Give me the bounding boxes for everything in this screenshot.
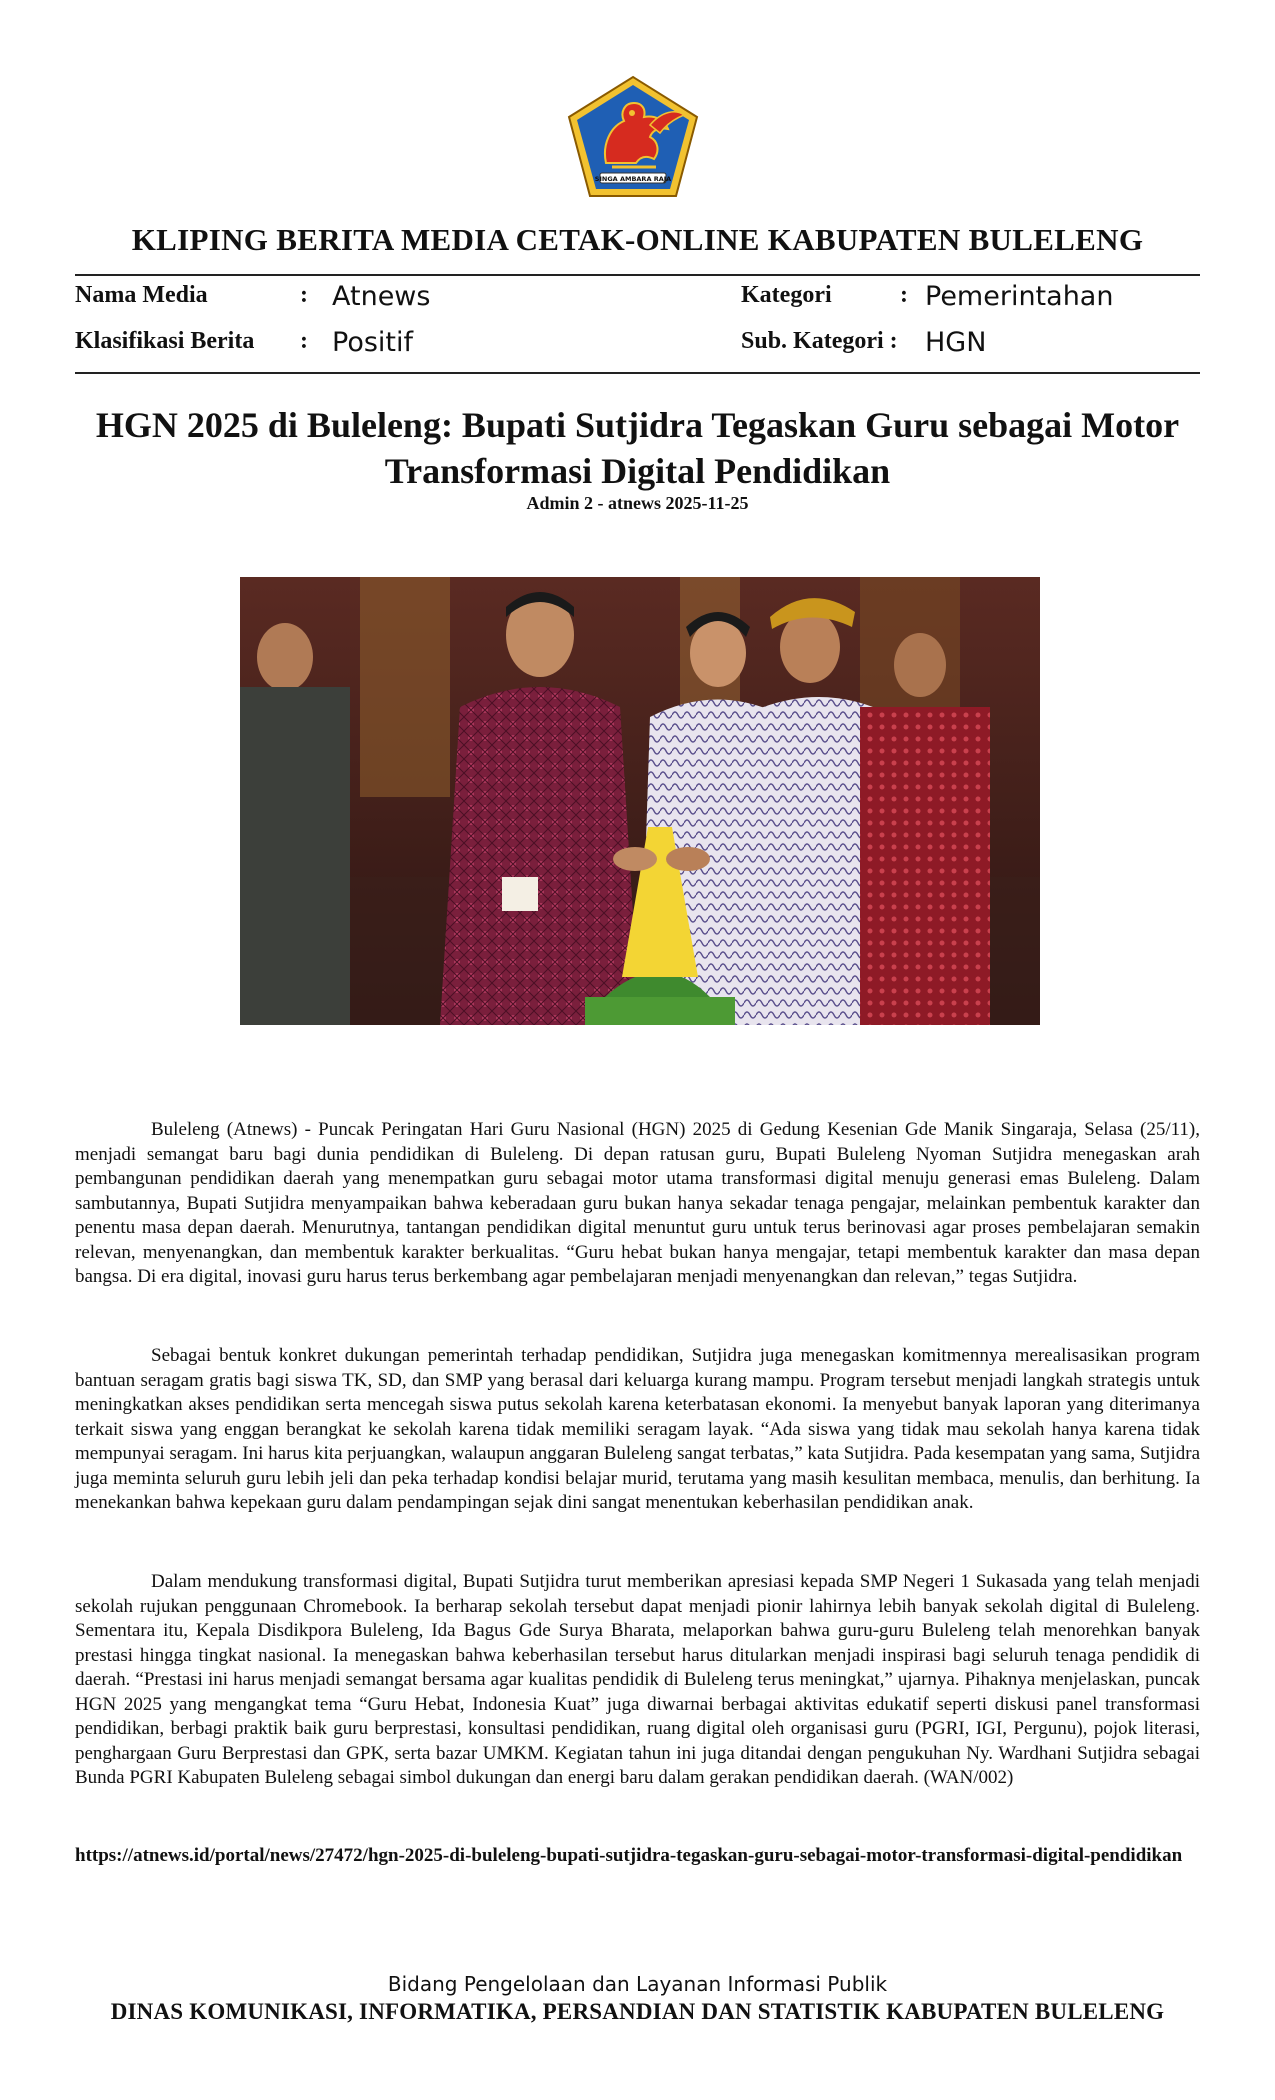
category-colon: : — [900, 282, 908, 308]
article-photo — [240, 577, 1040, 1025]
header-rule-bottom — [75, 372, 1200, 374]
footer-unit: Bidang Pengelolaan dan Layanan Informasi Publik — [387, 1972, 888, 1996]
media-label: Nama Media — [75, 282, 208, 308]
category-label: Kategori — [741, 282, 832, 308]
article-paragraph: Buleleng (Atnews) - Puncak Peringatan Hari Guru Nasional (HGN) 2025 di Gedung Kesenian Gde Manik Singaraja, Selasa (25/11), menjadi semangat baru bagi dunia pendidikan di Buleleng. Di depan ratusan guru, Bupati Buleleng Nyoman Sutjidra menegaskan arah pembangunan pendidikan daerah yang menempatkan guru sebagai motor utama transformasi digital menuju generasi emas Buleleng. Dalam sambutannya, Bupati Sutjidra menyampaikan bahwa keberadaan guru bukan hanya sekadar tenaga pengajar, melainkan pembentuk karakter dan penentu masa depan daerah. Menurutnya, tantangan pendidikan digital menuntut guru untuk terus berinovasi agar proses pembelajaran semakin relevan, menyenangkan, dan membentuk karakter berkualitas. “Guru hebat bukan hanya mengajar, tetapi membentuk karakter dan masa depan bangsa. Di era digital, inovasi guru harus terus berkembang agar pembelajaran menjadi menyenangkan dan relevan,” tegas Sutjidra. — [75, 1119, 1200, 1287]
article-paragraph: Dalam mendukung transformasi digital, Bupati Sutjidra turut memberikan apresiasi kepada SMP Negeri 1 Sukasada yang telah menjadi sekolah rujukan penggunaan Chromebook. Ia berharap sekolah tersebut dapat menjadi pionir lahirnya lebih banyak sekolah digital di Buleleng. Sementara itu, Kepala Disdikpora Buleleng, Ida Bagus Gde Surya Bharata, melaporkan bahwa guru-guru Buleleng telah menorehkan banyak prestasi hingga tingkat nasional. Ia menegaskan bahwa keberhasilan tersebut harus ditularkan menjadi inspirasi bagi seluruh tenaga pendidik di daerah. “Prestasi ini harus menjadi semangat bersama agar kualitas pendidik di Buleleng terus meningkat,” ujarnya. Pihaknya menjelaskan, puncak HGN 2025 yang mengangkat tema “Guru Hebat, Indonesia Kuat” juga diwarnai berbagai aktivitas edukatif seperti diskusi panel transformasi pendidikan, berbagi praktik baik guru berprestasi, konsultasi pendidikan, ruang digital oleh organisasi guru (PGRI, IGI, Pergunu), pojok literasi, penghargaan Guru Berprestasi dan GPK, serta bazar UMKM. Kegiatan tahun ini juga ditandai dengan pengukuhan Ny. Wardhani Sutjidra sebagai Bunda PGRI Kabupaten Buleleng sebagai simbol dukungan dan energi baru dalam gerakan pendidikan daerah. (WAN/002) — [75, 1571, 1200, 1788]
media-colon: : — [300, 282, 308, 308]
classification-label: Klasifikasi Berita — [75, 328, 255, 354]
document-title: KLIPING BERITA MEDIA CETAK-ONLINE KABUPATEN BULELENG — [131, 222, 1144, 257]
category-value: Pemerintahan — [925, 281, 1114, 312]
article-byline: Admin 2 - atnews 2025-11-25 — [526, 493, 749, 513]
classification-value: Positif — [332, 327, 413, 358]
header-rule-top — [75, 274, 1200, 276]
buleleng-regency-emblem — [566, 75, 701, 200]
subcategory-value: HGN — [925, 327, 987, 358]
media-value: Atnews — [332, 281, 431, 312]
svg-text:SINGA AMBARA RAJA: SINGA AMBARA RAJA — [594, 175, 672, 183]
article-headline: HGN 2025 di Buleleng: Bupati Sutjidra Tegaskan Guru sebagai Motor Transformasi Digital Pendidikan — [95, 405, 1180, 491]
classification-colon: : — [300, 328, 308, 354]
source-link[interactable]: https://atnews.id/portal/news/27472/hgn-2025-di-buleleng-bupati-sutjidra-tegaskan-guru-sebagai-motor-transformasi-digital-pendidikan — [75, 1845, 1183, 1866]
subcategory-label: Sub. Kategori : — [741, 328, 898, 354]
article-paragraph: Sebagai bentuk konkret dukungan pemerintah terhadap pendidikan, Sutjidra juga menegaskan komitmennya merealisasikan program bantuan seragam gratis bagi siswa TK, SD, dan SMP yang berasal dari keluarga kurang mampu. Program tersebut menjadi langkah strategis untuk meningkatkan akses pendidikan serta mencegah siswa putus sekolah karena keterbatasan ekonomi. Ia menyebut banyak laporan yang diterimanya terkait siswa yang enggan berangkat ke sekolah karena tidak memiliki seragam layak. “Ada siswa yang tidak mau sekolah hanya karena tidak mempunyai seragam. Ini harus kita perjuangkan, walaupun anggaran Buleleng sangat terbatas,” kata Sutjidra. Pada kesempatan yang sama, Sutjidra juga meminta seluruh guru lebih jeli dan peka terhadap kondisi belajar murid, terutama yang masih kesulitan membaca, menulis, dan berhitung. Ia menekankan bahwa kepekaan guru dalam pendampingan sejak dini sangat menentukan keberhasilan pendidikan anak. — [75, 1345, 1200, 1513]
footer-office: DINAS KOMUNIKASI, INFORMATIKA, PERSANDIAN DAN STATISTIK KABUPATEN BULELENG — [110, 1999, 1165, 2024]
